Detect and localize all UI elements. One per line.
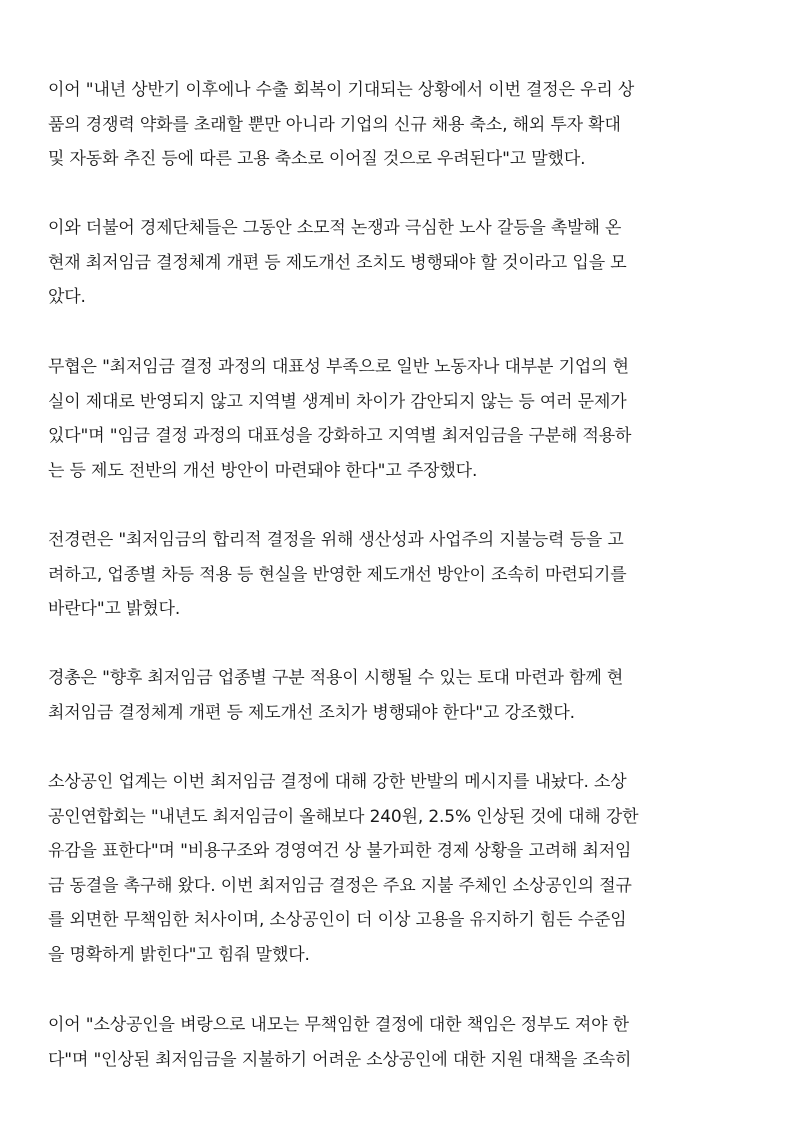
text-line: 소상공인 업계는 이번 최저임금 결정에 대해 강한 반발의 메시지를 내놨다. 소상 xyxy=(48,772,627,792)
text-line: 경총은 "향후 최저임금 업종별 구분 적용이 시행될 수 있는 토대 마련과 함께 현 xyxy=(48,668,624,688)
paragraph-kef-statement xyxy=(48,661,623,730)
paragraph-small-business-reaction xyxy=(48,765,638,973)
text-line: 있다"며 "임금 결정 과정의 대표성을 강화하고 지역별 최저임금을 구분해 적용하 xyxy=(48,426,632,447)
text-line: 최저임금 결정체계 개편 등 제도개선 조치가 병행돼야 한다"고 강조했다. xyxy=(48,702,575,723)
text-line: 품의 경쟁력 약화를 초래할 뿐만 아니라 기업의 신규 채용 축소, 해외 투자 확대 xyxy=(48,114,621,135)
text-line: 금 동결을 촉구해 왔다. 이번 최저임금 결정은 주요 지불 주체인 소상공인의 절규 xyxy=(48,875,632,896)
text-line: 공인연합회는 "내년도 최저임금이 올해보다 240원, 2.5% 인상된 것에 대해 강한 xyxy=(48,806,639,827)
paragraph-fki-statement xyxy=(48,523,627,627)
text-line: 이와 더불어 경제단체들은 그동안 소모적 논쟁과 극심한 노사 갈등을 촉발해 온 xyxy=(48,218,622,238)
text-line: 려하고, 업종별 차등 적용 등 현실을 반영한 제도개선 방안이 조속히 마련되기를 xyxy=(48,564,627,585)
text-line: 현재 최저임금 결정체계 개편 등 제도개선 조치도 병행돼야 할 것이라고 입을 모 xyxy=(48,252,627,273)
paragraph-government-responsibility xyxy=(48,1008,631,1077)
paragraph-kita-statement xyxy=(48,350,631,488)
text-line: 는 등 제도 전반의 개선 방안이 마련돼야 한다"고 주장했다. xyxy=(48,460,478,481)
text-line: 이어 "소상공인을 벼랑으로 내모는 무책임한 결정에 대한 책임은 정부도 져야 한 xyxy=(48,1015,629,1035)
text-line: 를 외면한 무책임한 처사이며, 소상공인이 더 이상 고용을 유지하기 힘든 수준임 xyxy=(48,910,627,931)
text-line: 유감을 표한다"며 "비용구조와 경영여건 상 불가피한 경제 상황을 고려해 최저임 xyxy=(48,841,632,862)
text-line: 았다. xyxy=(48,287,86,308)
text-line: 및 자동화 추진 등에 따른 고용 축소로 이어질 것으로 우려된다"고 말했다. xyxy=(48,149,586,170)
text-line: 을 명확하게 밝힌다"고 힘줘 말했다. xyxy=(48,944,310,965)
text-line: 무협은 "최저임금 결정 과정의 대표성 부족으로 일반 노동자나 대부분 기업의 현 xyxy=(48,357,629,377)
text-line: 전경련은 "최저임금의 합리적 결정을 위해 생산성과 사업주의 지불능력 등을 고 xyxy=(48,530,624,550)
text-line: 이어 "내년 상반기 이후에나 수출 회복이 기대되는 상황에서 이번 결정은 우리 상 xyxy=(48,80,635,100)
text-line: 바란다"고 밝혔다. xyxy=(48,599,181,620)
text-line: 다"며 "인상된 최저임금을 지불하기 어려운 소상공인에 대한 지원 대책을 조속히 xyxy=(48,1049,632,1070)
paragraph-economic-groups xyxy=(48,211,627,315)
paragraph-export-concern xyxy=(48,73,634,177)
text-line: 실이 제대로 반영되지 않고 지역별 생계비 차이가 감안되지 않는 등 여러 문제가 xyxy=(48,391,627,412)
